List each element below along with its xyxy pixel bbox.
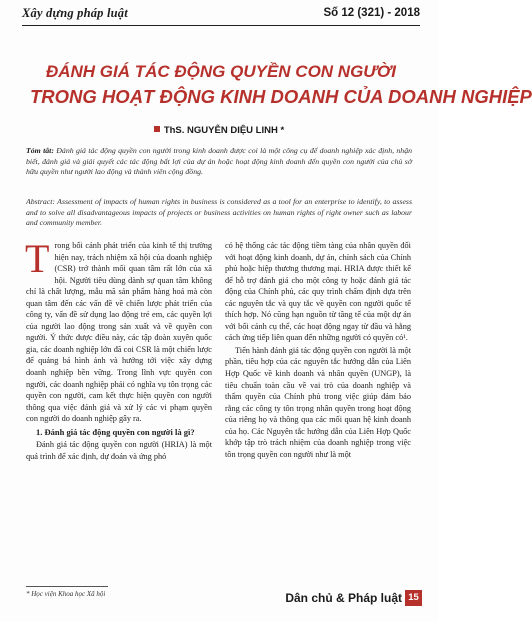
square-bullet-icon [154,126,160,132]
summary-block [26,146,412,178]
page-header [22,6,420,24]
footnote-divider [26,586,108,587]
body-column-right [225,240,411,461]
article-title-line-1: ĐÁNH GIÁ TÁC ĐỘNG QUYỀN CON NGƯỜI [45,62,397,81]
author-byline [0,125,438,136]
body-column-left [25,236,212,463]
intro-paragraph [25,236,212,425]
summary-label: Tóm tắt: [26,146,54,155]
article-title-line-2: TRONG HOẠT ĐỘNG KINH DOANH CỦA DOANH NGHIỆP [30,86,532,107]
body-paragraph: có hệ thống các tác động tiềm tàng của nhân quyền đối với hoạt động kinh doanh, dự án, chính sách của Chính phủ hoặc hiệp thương thương mại. HRIA được thiết kế để hỗ trợ đánh giá cho một công ty hoặc đánh giá tác động của Chính phủ, các quy trình chấm định dựa trên các nguyên tắc và quy tắc về quyền con người quốc tế thích hợp. Nó cũng hạn nguồn từ tầng tế của một dự án với bối cảnh cụ thể, các hoạt động ngay từ đầu và hằng cách ứng tiếp liên quan đến những người có quyền có¹. [225,241,411,343]
magazine-name: Dân chủ & Pháp luật [285,591,402,605]
issue-number: Số 12 (321) - 2018 [323,7,420,19]
drop-cap: T [25,236,50,281]
body-paragraph: Đánh giá tác động quyền con người (HRIA) là một quá trình để xác định, dự đoán và ứng phó [26,440,212,461]
author-affiliation-footnote: * Học viện Khoa học Xã hội [26,590,106,598]
intro-text: rong bối cảnh phát triển của kinh tế thị trường hiện nay, trách nhiệm xã hội của doanh nghiệp (CSR) trở thành mối quan tâm rất lớn của xã hội. Người tiêu dùng dành sự quan tâm không chỉ là chất lượng, mẫu mã sản phẩm hàng hoá mà còn quan tâm đến các vấn đề về chiến lược phát triển của công ty, vấn đề sử dụng lao động trẻ em, các quyền lợi của người lao động trong sản xuất và về quyền con người. Ý thức được điều này, các tập đoàn xuyên quốc gia, các doanh nghiệp lớn đã coi CSR là một chiến lược để quảng bá hình ảnh và hướng tới việc xây dựng doanh nghiệp bền vững. Trong lĩnh vực quyền con người, các doanh nghiệp phải có nghĩa vụ tôn trọng các quyền con người, cam kết thực hiện quyền con người thông qua việc đánh giá và xử lý các vi phạm quyền con người do doanh nghiệp gây ra. [26,241,212,424]
abstract-block: Abstract: Assessment of impacts of human rights in business is considered as a tool for an enterprise to identify, to assess and to solve all disadvantageous impacts of projects or business activities on human rights of right owner such as labour and community member. [26,197,412,227]
page-number: 15 [405,590,422,606]
body-paragraph: Tiến hành đánh giá tác động quyền con người là một phần, tiêu hợp của các nguyên tắc hướng dẫn của Liên Hợp Quốc về kinh doanh và nhân quyền (UNGP), là tiêu chuẩn toàn cầu về vai trò của doanh nghiệp và thẩm quyền của Chính phủ trong việc giúp đảm bảo rằng các công ty tôn trọng nhân quyền trong hoạt động của riêng họ và thông qua các mối quan hệ kinh doanh của họ. Các Nguyên tắc hướng dẫn của Liên Hợp Quốc khớp tập trò trách nhiệm của doanh nghiệp trong việc tôn trọng quyền con người như là một [225,345,411,459]
section-heading: 1. Đánh giá tác động quyền con người là gì? [36,426,195,437]
author-name: ThS. NGUYỄN DIỆU LINH * [163,125,285,136]
summary-text: Đánh giá tác động quyền con người trong kinh doanh được coi là một công cụ để doanh nghiệp xác định, nhận biết, đánh giá và giải quyết các tác động bất lợi của dự án hoặc hoạt động kinh doanh đến quyền con người của chủ sở hữu quyền như người lao động và thành viên cộng đồng. [26,146,412,176]
journal-section-name: Xây dựng pháp luật [22,6,128,20]
header-divider [22,25,420,26]
